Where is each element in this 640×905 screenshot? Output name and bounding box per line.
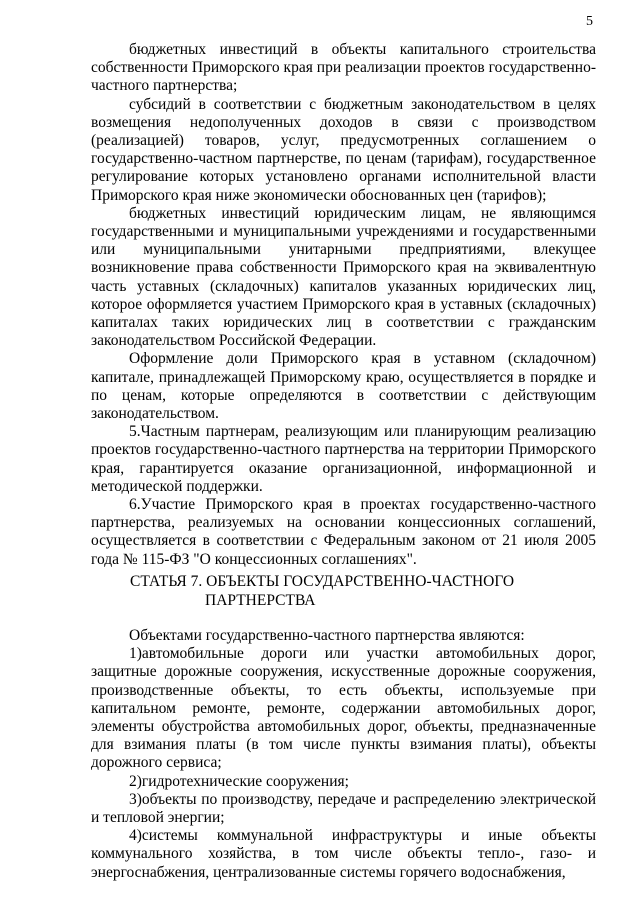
- paragraph: Оформление доли Приморского края в уставном (складочном) капитале, принадлежащей Приморскому краю, осуществляется в порядке и по ценам, которые определяются в соответствии с действующим законодательством.: [91, 350, 596, 423]
- list-item: 3)объекты по производству, передаче и распределению электрической и тепловой энергии;: [91, 790, 596, 827]
- list-item: 2)гидротехнические сооружения;: [129, 772, 349, 790]
- paragraph: бюджетных инвестиций юридическим лицам, не являющимся государственными и муниципальными учреждениями и государственными или муниципальными унитарными предприятиями, влекущее возникновение права собственности Приморского края на эквивалентную часть уставных (складочных) капиталов указанных юридических лиц, которое оформляется участием Приморского края в уставных (складочных) капиталах таких юридических лиц в соответствии с гражданским законодательством Российской Федерации.: [91, 204, 596, 350]
- paragraph: бюджетных инвестиций в объекты капитального строительства собственности Приморского края при реализации проектов государственно-частного партнерства;: [91, 41, 596, 95]
- paragraph: субсидий в соответствии с бюджетным законодательством в целях возмещения недополученных доходов в связи с производством (реализацией) товаров, услуг, предусмотренных соглашением о государственно-частном партнерстве, по ценам (тарифам), государственное регулирование которых установлено органами исполнительной власти Приморского края ниже экономически обоснованных цен (тарифов);: [91, 95, 596, 204]
- article-6-continuation: [91, 41, 596, 569]
- article-7-body: [91, 627, 596, 882]
- article-7-heading: [130, 573, 550, 610]
- list-item: 1)автомобильные дороги или участки автомобильных дорог, защитные дорожные сооружения, искусственные дорожные сооружения, производственные объекты, то есть объекты, используемые при капитальном ремонте, ремонте, содержании автомобильных дорог, элементы обустройства автомобильных дорог, объекты, предназначенные для взимания платы (в том числе пункты взимания платы), объекты дорожного сервиса;: [91, 645, 596, 772]
- heading-line-2: ПАРТНЕРСТВА: [205, 591, 316, 609]
- heading-line-1: СТАТЬЯ 7. ОБЪЕКТЫ ГОСУДАРСТВЕННО-ЧАСТНОГО: [130, 573, 515, 590]
- paragraph: Объектами государственно-частного партнерства являются:: [129, 627, 525, 644]
- list-item: 4)системы коммунальной инфраструктуры и иные объекты коммунального хозяйства, в том числе объекты тепло-, газо- и энергоснабжения, централизованные системы горячего водоснабжения,: [91, 827, 596, 881]
- paragraph: 5.Частным партнерам, реализующим или планирующим реализацию проектов государственно-частного партнерства на территории Приморского края, гарантируется оказание организационной, информационной и методической поддержки.: [91, 423, 596, 495]
- page-number: 5: [586, 14, 593, 29]
- paragraph: 6.Участие Приморского края в проектах государственно-частного партнерства, реализуемых на основании концессионных соглашений, осуществляется в соответствии с Федеральным законом от 21 июля 2005 года № 115-ФЗ "О концессионных соглашениях".: [91, 496, 596, 568]
